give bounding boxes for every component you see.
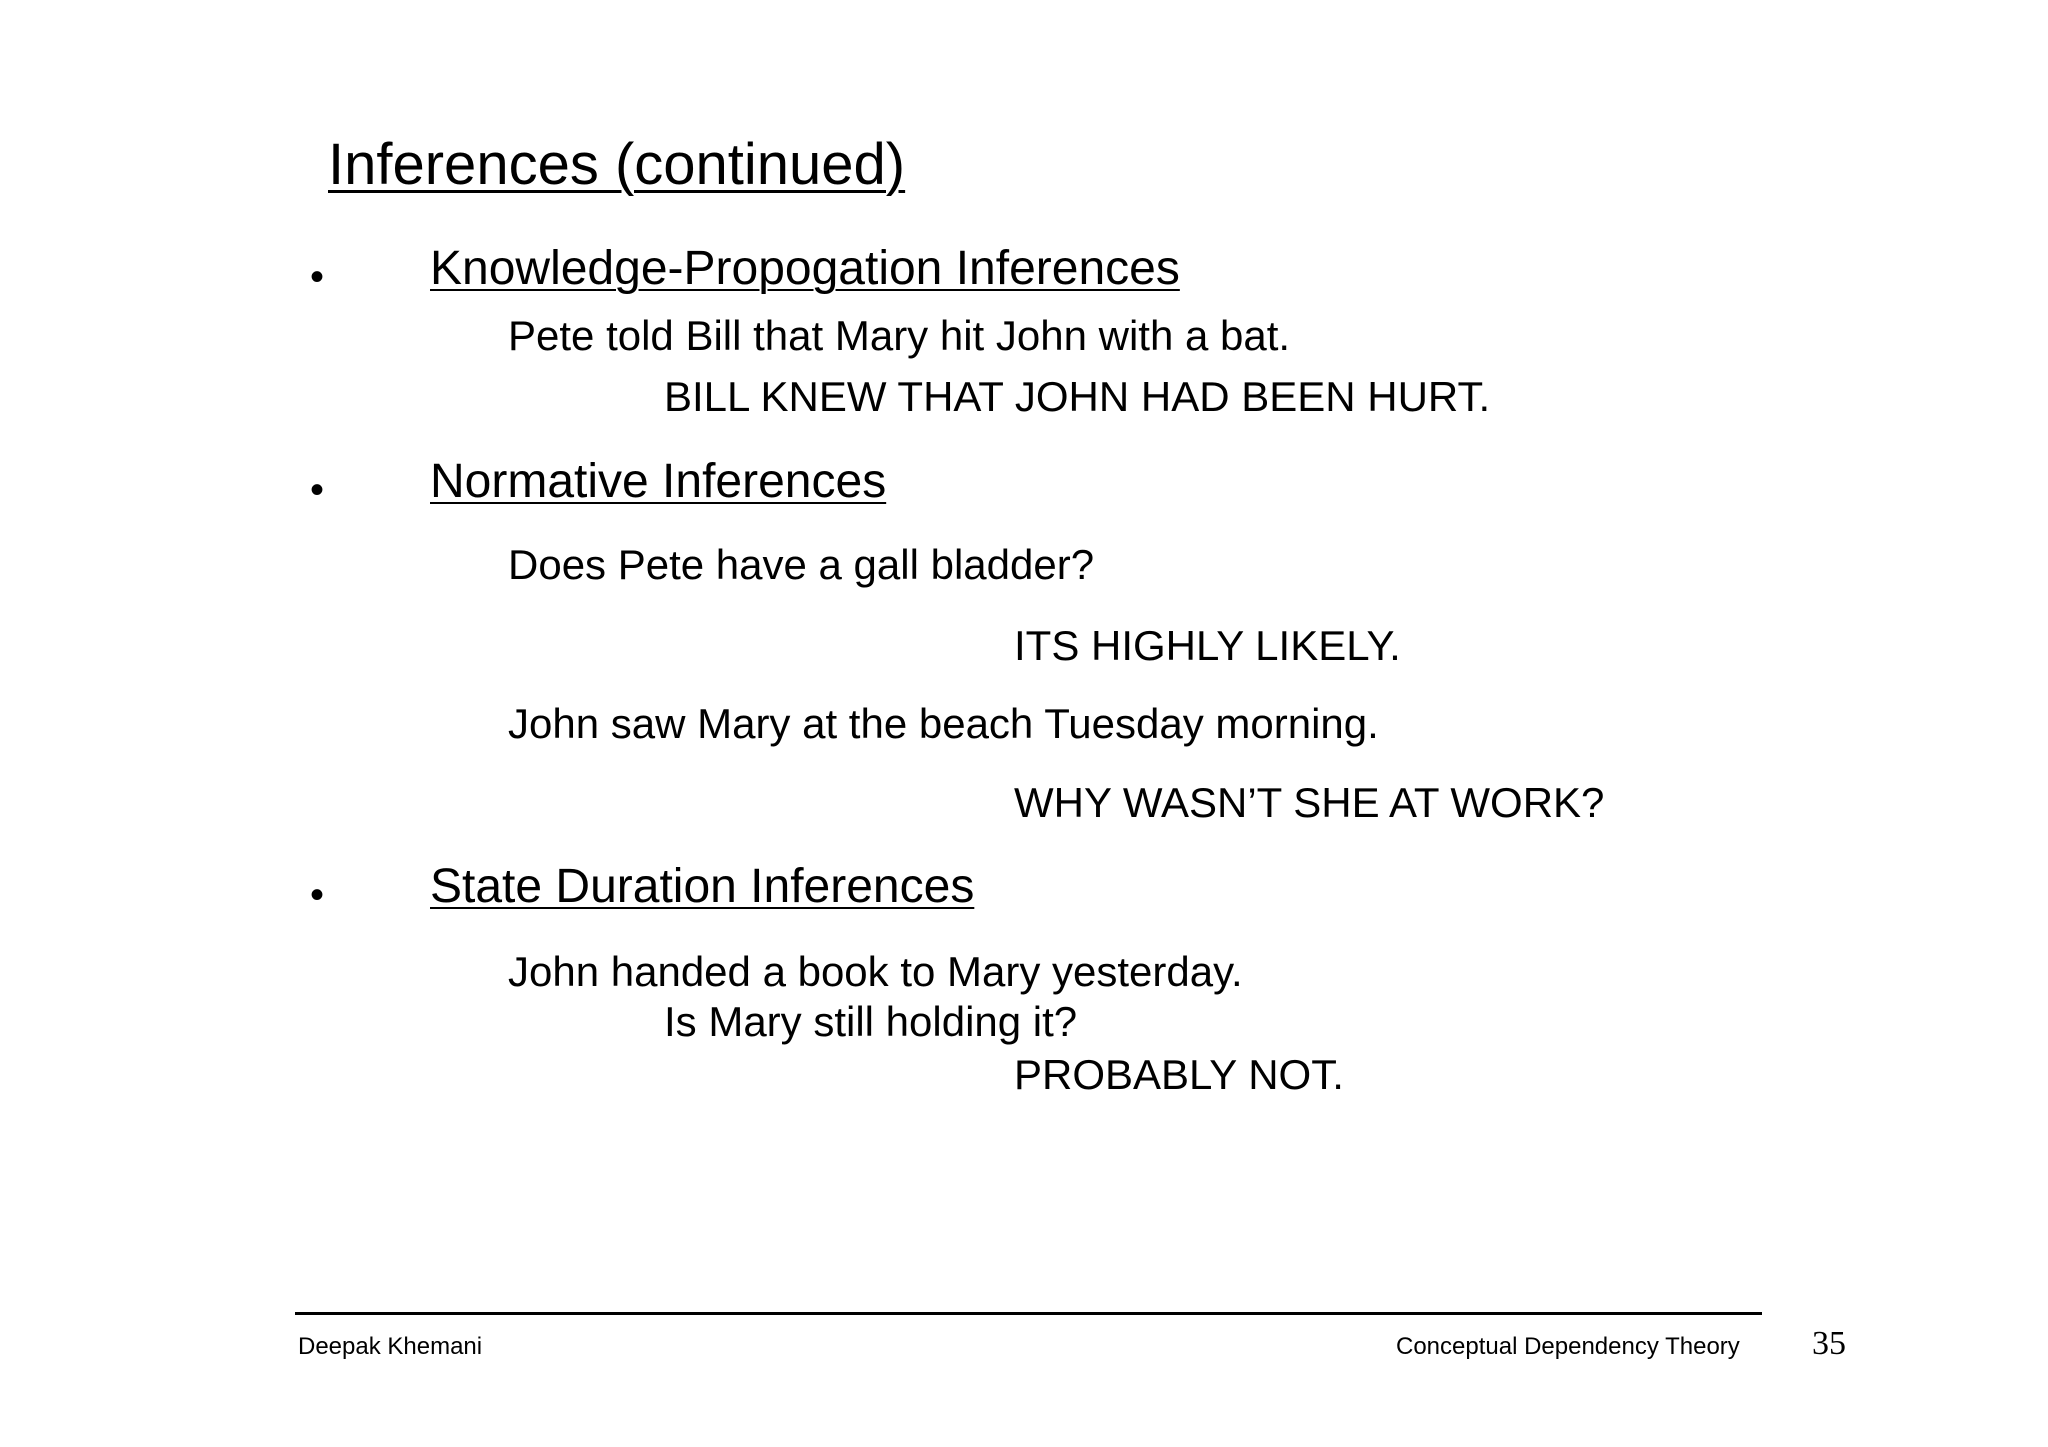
inference-text: ITS HIGHLY LIKELY. bbox=[1014, 622, 1401, 669]
footer-course-title: Conceptual Dependency Theory bbox=[1396, 1333, 1740, 1360]
example-sentence: Pete told Bill that Mary hit John with a bat. bbox=[508, 312, 1291, 359]
bullet-3: • bbox=[310, 873, 325, 917]
bullet-1: • bbox=[310, 255, 325, 299]
question-text: Is Mary still holding it? bbox=[664, 998, 1078, 1045]
bullet-2: • bbox=[310, 468, 325, 512]
example-sentence: Does Pete have a gall bladder? bbox=[508, 541, 1095, 588]
slide-title: Inferences (continued) bbox=[328, 132, 906, 197]
footer-rule bbox=[295, 1312, 1762, 1315]
example-sentence: John saw Mary at the beach Tuesday morning. bbox=[508, 700, 1379, 747]
page-number: 35 bbox=[1812, 1325, 1846, 1362]
example-sentence: John handed a book to Mary yesterday. bbox=[508, 948, 1243, 995]
inference-text: BILL KNEW THAT JOHN HAD BEEN HURT. bbox=[664, 373, 1491, 420]
section-heading-knowledge-propagation: Knowledge-Propogation Inferences bbox=[430, 242, 1180, 295]
section-heading-state-duration: State Duration Inferences bbox=[430, 860, 975, 913]
inference-text: WHY WASN’T SHE AT WORK? bbox=[1014, 779, 1605, 826]
footer-author: Deepak Khemani bbox=[298, 1333, 483, 1360]
section-heading-normative: Normative Inferences bbox=[430, 455, 887, 508]
inference-text: PROBABLY NOT. bbox=[1014, 1051, 1344, 1098]
